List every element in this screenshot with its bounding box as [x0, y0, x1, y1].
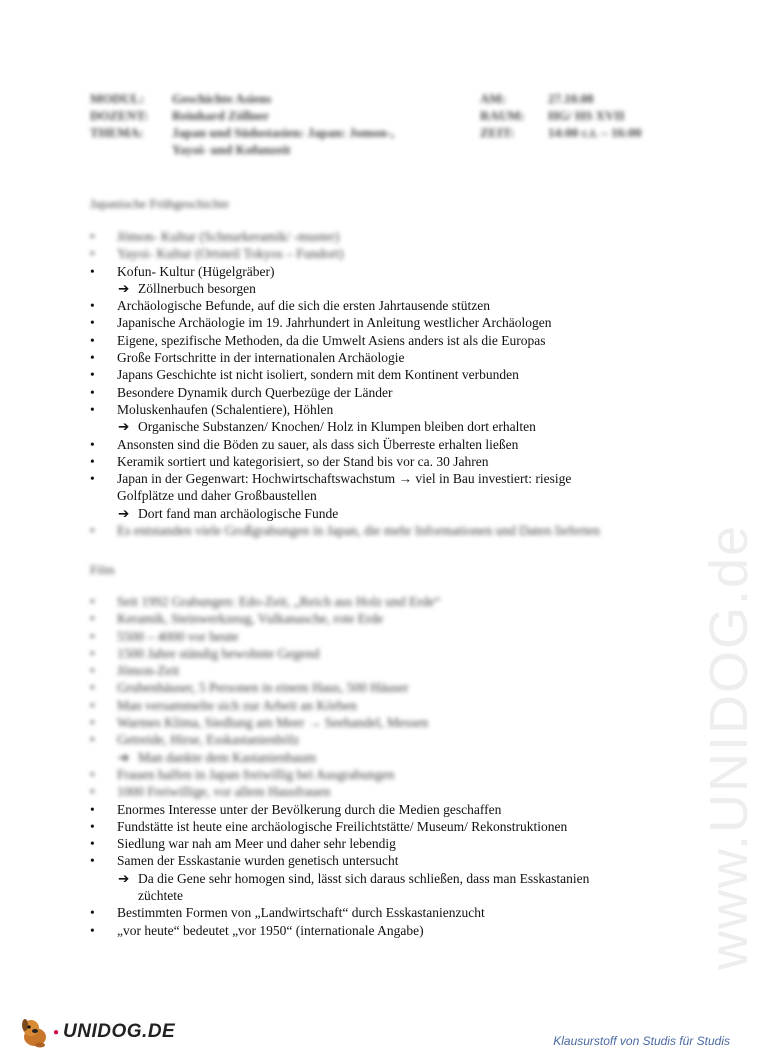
paw-icon: ●	[53, 1026, 60, 1038]
list-item: • 1000 Freiwillige, vor allem Hausfrauen	[90, 784, 331, 800]
list-item: • Jōmon-Zeit	[90, 663, 180, 679]
list-item: • Yayoi- Kultur (Ortsteil Tokyos – Fundort)	[90, 246, 344, 262]
header-label: DOZENT:	[90, 108, 149, 123]
list-subitem: ➔ Organische Substanzen/ Knochen/ Holz in Klumpen bleiben dort erhalten	[118, 419, 536, 435]
list-item: • Getreide, Hirse, Esskastanienhölz	[90, 732, 300, 748]
section-title: Japanische Frühgeschichte	[90, 196, 229, 211]
header-value: Yayoi- und Kofunzeit	[172, 142, 291, 157]
header-key: ZEIT:	[480, 125, 515, 140]
list-item: • „vor heute“ bedeutet „vor 1950“ (internationale Angabe)	[90, 922, 424, 938]
header-label	[90, 141, 172, 158]
header-key: RAUM:	[480, 108, 525, 123]
document-header	[90, 90, 670, 158]
list-item: • Bestimmten Formen von „Landwirtschaft“ durch Esskastanienzucht	[90, 905, 485, 921]
list-item: • Kofun- Kultur (Hügelgräber)	[90, 263, 275, 279]
unidog-logo[interactable]	[18, 1015, 175, 1049]
list-item: • Keramik sortiert und kategorisiert, so der Stand bis vor ca. 30 Jahren	[90, 453, 489, 469]
watermark: www.UNIDOG.de	[699, 523, 759, 970]
bullet-list-2	[90, 593, 680, 939]
list-item: • Japanische Archäologie im 19. Jahrhundert in Anleitung westlicher Archäologen	[90, 315, 552, 331]
list-subitem: ➔ Da die Gene sehr homogen sind, lässt sich daraus schließen, dass man Esskastanien	[118, 870, 590, 886]
header-label: THEMA:	[90, 125, 144, 140]
header-label: MODUL:	[90, 91, 145, 106]
header-value: Geschichte Asiens	[172, 91, 272, 106]
arrow-icon: ➔	[118, 280, 130, 296]
list-item: • Moluskenhaufen (Schalentiere), Höhlen	[90, 401, 334, 417]
list-item: • 5500 – 4000 vor heute	[90, 628, 239, 644]
list-item: • Enormes Interesse unter der Bevölkerung durch die Medien geschaffen	[90, 801, 502, 817]
arrow-icon: ➔	[118, 419, 130, 435]
header-value: Japan und Südostasien: Japan: Jomon-,	[172, 125, 395, 140]
list-subitem: ➔ Dort fand man archäologische Funde	[118, 505, 339, 521]
list-item: • Samen der Esskastanie wurden genetisch untersucht	[90, 853, 399, 869]
list-item: • Man versammelte sich zur Arbeit an Körben	[90, 697, 357, 713]
list-item: • Keramik, Steinwerkzeug, Vulkanasche, rote Erde	[90, 611, 384, 627]
list-item: • Japans Geschichte ist nicht isoliert, sondern mit dem Kontinent verbunden	[90, 367, 519, 383]
dog-mascot-icon	[18, 1015, 52, 1049]
header-row	[90, 124, 670, 141]
header-key: AM:	[480, 91, 506, 106]
bullet-list-1	[90, 228, 680, 539]
list-item: • Es entstanden viele Großgrabungen in Japan, die mehr Informationen und Daten lieferten	[90, 523, 600, 539]
header-date: 27.10.08	[548, 91, 594, 106]
list-item: • Siedlung war nah am Meer und daher sehr lebendig	[90, 836, 396, 852]
list-item-continuation: Golfplätze und daher Großbaustellen	[117, 488, 317, 504]
list-item: • Archäologische Befunde, auf die sich die ersten Jahrtausende stützen	[90, 298, 490, 314]
list-item: • Frauen halfen in Japan freiwillig bei Ausgrabungen	[90, 766, 395, 782]
arrow-icon: ➔	[118, 749, 130, 765]
list-item: • Seit 1992 Grabungen: Edo-Zeit, „Reich aus Holz und Erde“	[90, 594, 441, 609]
list-subitem-continuation: züchtete	[138, 888, 183, 904]
header-row	[90, 90, 670, 107]
list-item: • Warmes Klima, Siedlung am Meer → Seehandel, Messen	[90, 715, 429, 731]
logo-text: UNIDOG.DE	[63, 1021, 176, 1042]
arrow-icon: ➔	[118, 870, 130, 886]
arrow-icon: ➔	[118, 505, 130, 521]
list-item: • Eigene, spezifische Methoden, da die Umwelt Asiens anders ist als die Europas	[90, 332, 546, 348]
header-row	[90, 141, 670, 158]
list-item: • Besondere Dynamik durch Querbezüge der Länder	[90, 384, 393, 400]
header-time: 14:00 c.t. – 16:00	[548, 125, 642, 140]
list-item: • Jōmon- Kultur (Schnurkeramik/ -muster)	[90, 229, 340, 244]
header-value: Reinhard Zöllner	[172, 108, 270, 123]
section-title: Film	[90, 562, 115, 577]
list-item: • Große Fortschritte in der internationalen Archäologie	[90, 350, 405, 366]
list-subitem: ➔ Man dankte dem Kastanienbaum	[118, 749, 317, 765]
header-row	[90, 107, 670, 124]
list-item: • Japan in der Gegenwart: Hochwirtschaftswachstum → viel in Bau investiert: riesige	[90, 471, 572, 487]
footer-slogan: Klausurstoff von Studis für Studis	[553, 1034, 730, 1048]
header-room: HG/ HS XVII	[548, 108, 625, 123]
list-item: • 1500 Jahre ständig bewohnte Gegend	[90, 645, 320, 661]
list-subitem: ➔ Zöllnerbuch besorgen	[118, 280, 256, 296]
list-item: • Grubenhäuser, 5 Personen in einem Haus, 500 Häuser	[90, 680, 409, 696]
list-item: • Ansonsten sind die Böden zu sauer, als dass sich Überreste erhalten ließen	[90, 436, 519, 452]
list-item: • Fundstätte ist heute eine archäologische Freilichtstätte/ Museum/ Rekonstruktionen	[90, 818, 568, 834]
